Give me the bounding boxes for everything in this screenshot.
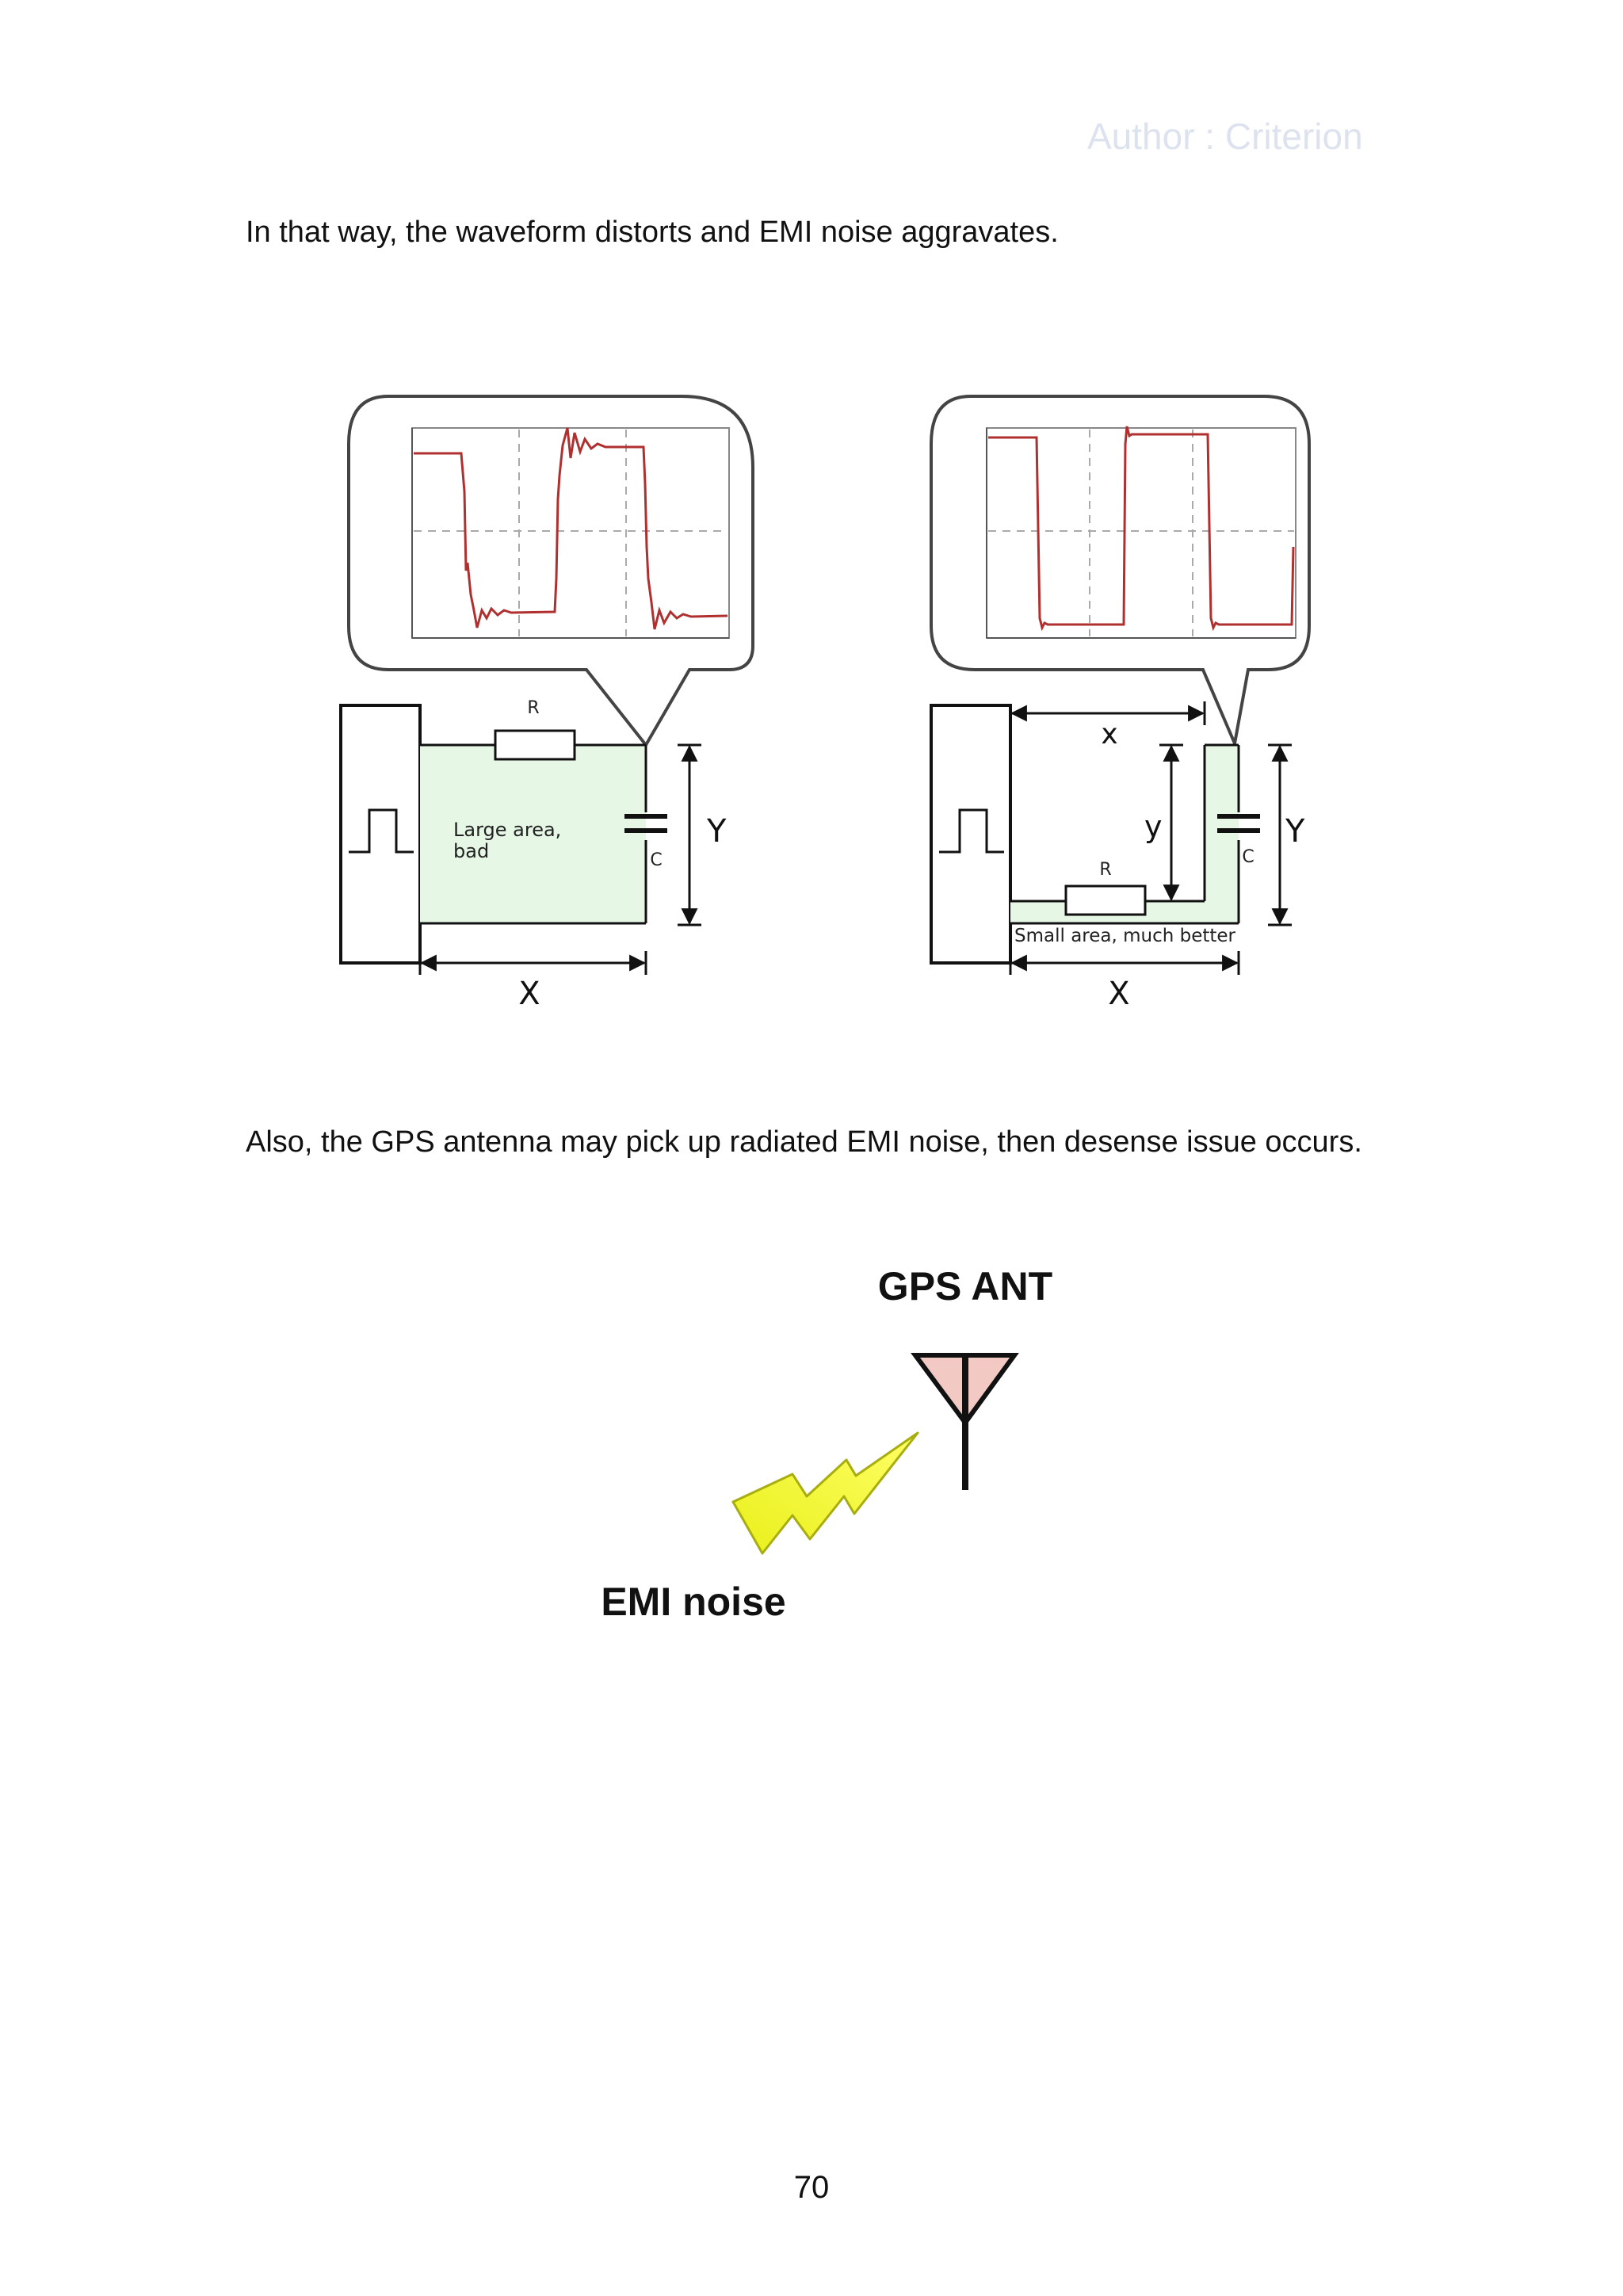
good-layout-diagram bbox=[931, 396, 1309, 1012]
right-scope-plot bbox=[987, 426, 1296, 638]
antenna-icon bbox=[915, 1355, 1014, 1490]
right-top-width-label: x bbox=[1101, 718, 1118, 751]
paragraph-waveform-distortion: In that way, the waveform distorts and EMI noise aggravates. bbox=[246, 216, 1059, 249]
left-width-label: X bbox=[518, 976, 540, 1012]
right-source-block bbox=[931, 705, 1010, 963]
left-resistor bbox=[495, 731, 575, 759]
emi-noise-label: EMI noise bbox=[601, 1580, 786, 1624]
left-area-label-line1: Large area, bbox=[453, 819, 562, 841]
paragraph-gps-desense: Also, the GPS antenna may pick up radiated EMI noise, then desense issue occurs. bbox=[246, 1125, 1362, 1159]
right-capacitor-label: C bbox=[1242, 847, 1254, 867]
left-capacitor-label: C bbox=[650, 850, 663, 870]
right-resistor-label: R bbox=[1099, 860, 1112, 880]
gps-emi-figure bbox=[555, 1244, 1109, 1641]
loop-area-figure bbox=[317, 372, 1331, 1030]
bad-layout-diagram bbox=[341, 396, 753, 1012]
page-number: 70 bbox=[793, 2170, 830, 2205]
left-area-label-line2: bad bbox=[453, 840, 490, 862]
left-height-label: Y bbox=[707, 813, 727, 850]
right-inner-height-label: y bbox=[1144, 809, 1163, 844]
right-area-label: Small area, much better bbox=[1014, 926, 1236, 946]
right-width-label: X bbox=[1108, 976, 1130, 1012]
gps-antenna-label: GPS ANT bbox=[877, 1264, 1053, 1308]
right-resistor bbox=[1066, 886, 1145, 915]
emi-lightning-bolt-icon bbox=[733, 1433, 918, 1553]
right-height-label: Y bbox=[1285, 813, 1305, 850]
left-source-block bbox=[341, 705, 420, 963]
left-scope-plot bbox=[412, 428, 729, 638]
author-header: Author : Criterion bbox=[1087, 116, 1363, 157]
left-resistor-label: R bbox=[527, 698, 540, 718]
